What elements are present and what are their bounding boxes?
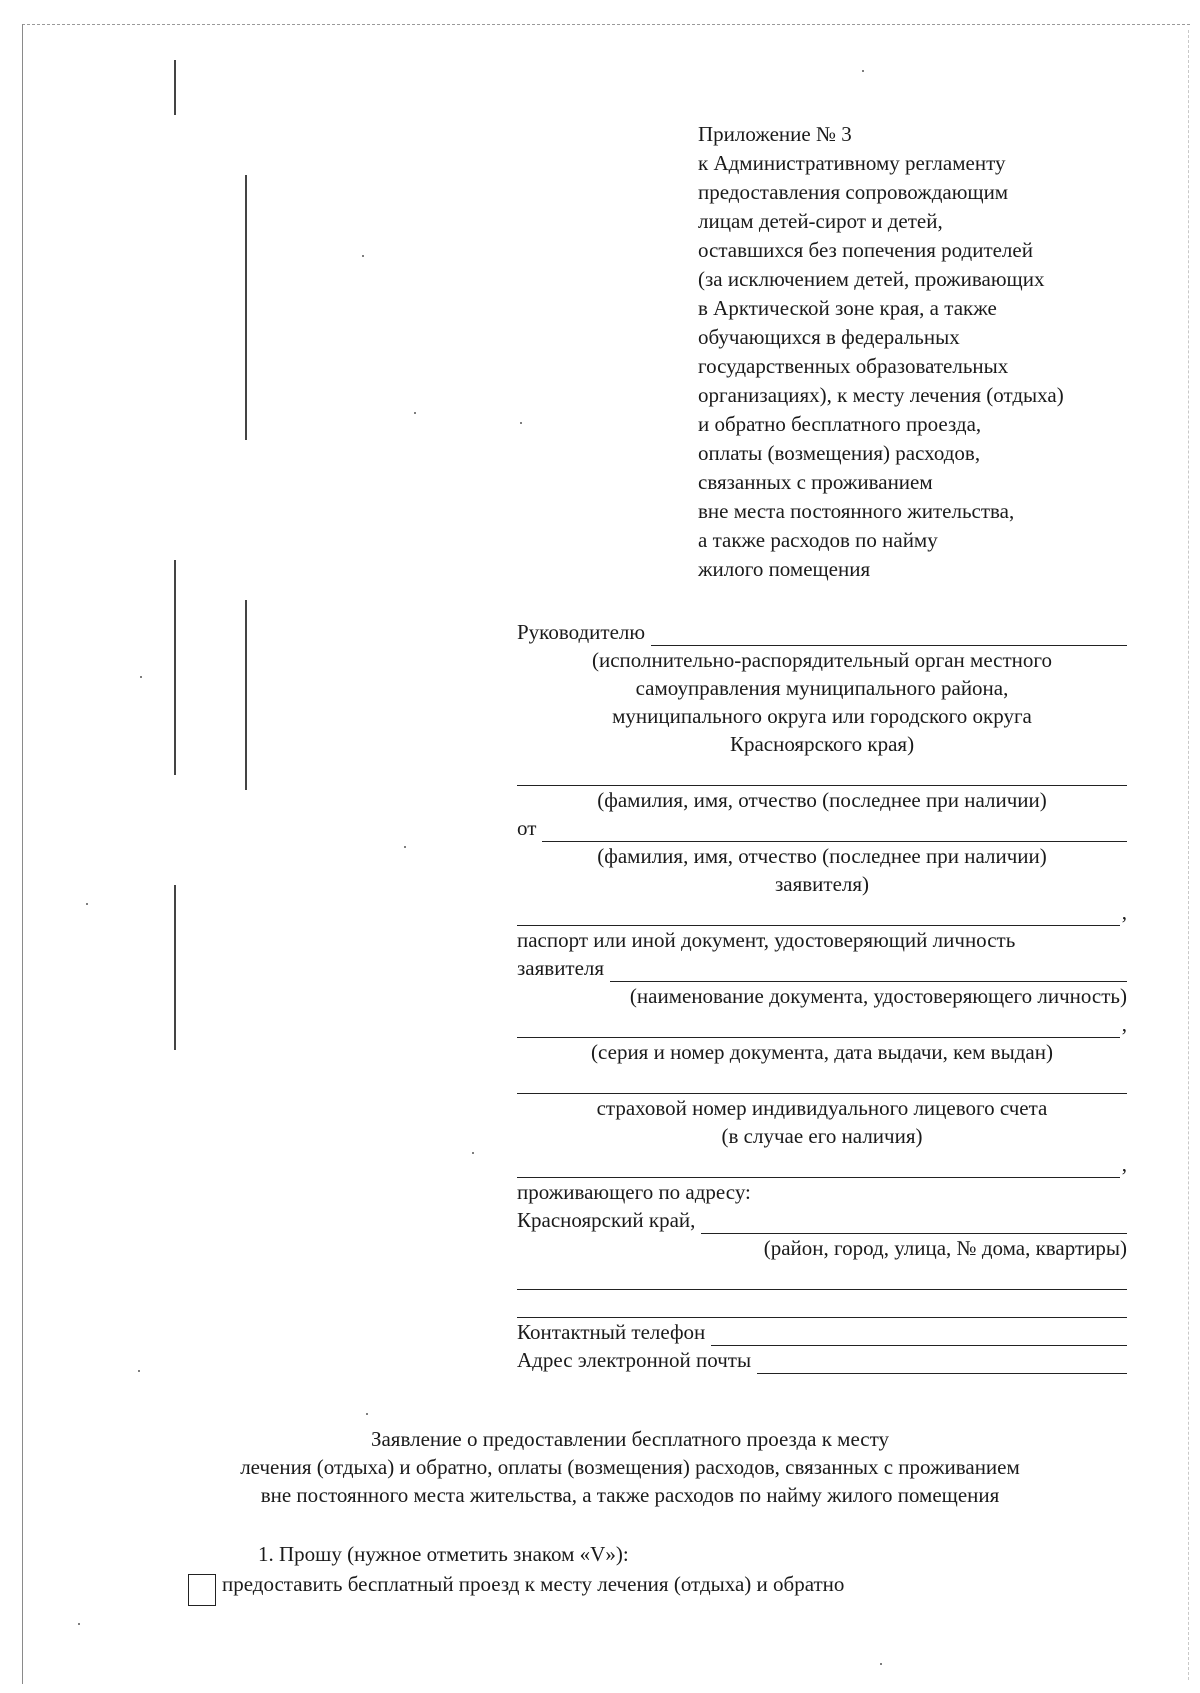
doc-details-hint: (серия и номер документа, дата выдачи, кем выдан): [591, 1040, 1053, 1064]
margin-mark: [245, 175, 247, 440]
appendix-line: связанных с проживанием: [698, 470, 933, 494]
from-label: от: [517, 816, 537, 840]
comma: ,: [1121, 900, 1127, 924]
appendix-line: и обратно бесплатного проезда,: [698, 412, 982, 436]
residing-label: проживающего по адресу:: [517, 1180, 751, 1204]
applicant-name-hint-line: заявителя): [774, 872, 870, 896]
snils-hint-line: (в случае его наличия): [721, 1124, 923, 1148]
applicant-name-field[interactable]: [542, 821, 1127, 842]
appendix-line: оплаты (возмещения) расходов,: [698, 441, 981, 465]
title-line: лечения (отдыха) и обратно, оплаты (возмещения) расходов, связанных с проживанием: [240, 1455, 1020, 1479]
request-item-1: 1. Прошу (нужное отметить знаком «V»):: [258, 1542, 629, 1566]
option-label: предоставить бесплатный проезд к месту лечения (отдыха) и обратно: [222, 1572, 845, 1596]
appendix-line: государственных образовательных: [698, 354, 1009, 378]
region-label: Красноярский край,: [517, 1208, 696, 1232]
doc-details-field[interactable]: [517, 1017, 1120, 1038]
address-extra-field[interactable]: [517, 1269, 1127, 1290]
passport-label: паспорт или иной документ, удостоверяющий личность: [517, 928, 1016, 952]
appendix-line: вне места постоянного жительства,: [698, 499, 1015, 523]
organ-hint-line: (исполнительно-распорядительный орган местного: [592, 648, 1052, 672]
scan-speck: [520, 422, 522, 424]
title-line: Заявление о предоставлении бесплатного проезда к месту: [370, 1427, 890, 1451]
scan-speck: [362, 255, 364, 257]
appendix-line: предоставления сопровождающим: [698, 180, 1009, 204]
appendix-line: лицам детей-сирот и детей,: [698, 209, 943, 233]
margin-mark: [174, 60, 176, 115]
addressee-block: [517, 618, 1127, 1374]
address-extra-field[interactable]: [517, 1297, 1127, 1318]
address-hint: (район, город, улица, № дома, квартиры): [763, 1236, 1127, 1260]
appendix-line: в Арктической зоне края, а также: [698, 296, 997, 320]
appendix-line: организациях), к месту лечения (отдыха): [698, 383, 1064, 407]
scan-speck: [366, 1413, 368, 1415]
organ-hint-line: самоуправления муниципального района,: [635, 676, 1009, 700]
comma: ,: [1121, 1152, 1127, 1176]
statement-title: [150, 1425, 1110, 1509]
snils-field[interactable]: [517, 1073, 1127, 1094]
phone-label: Контактный телефон: [517, 1320, 706, 1344]
margin-mark: [245, 600, 247, 790]
head-organ-field[interactable]: [651, 625, 1127, 646]
scan-edge-right: [1188, 30, 1189, 1680]
option-checkbox[interactable]: [188, 1574, 216, 1606]
doc-name-field[interactable]: [610, 961, 1127, 982]
scan-edge-left: [22, 24, 23, 1684]
snils-hint-line: страховой номер индивидуального лицевого счета: [596, 1096, 1048, 1120]
head-name-field[interactable]: [517, 765, 1127, 786]
appendix-line: жилого помещения: [698, 557, 871, 581]
applicant-name-hint-line: (фамилия, имя, отчество (последнее при наличии): [597, 844, 1047, 868]
organ-hint-line: муниципального округа или городского округа: [612, 704, 1032, 728]
email-field[interactable]: [757, 1353, 1127, 1374]
organ-hint-line: Красноярского края): [729, 732, 915, 756]
appendix-line: а также расходов по найму: [698, 528, 938, 552]
applicant-name-extra-field[interactable]: [517, 905, 1120, 926]
phone-field[interactable]: [711, 1325, 1127, 1346]
scan-speck: [138, 1370, 140, 1372]
head-name-hint: (фамилия, имя, отчество (последнее при наличии): [597, 788, 1047, 812]
address-field[interactable]: [701, 1213, 1127, 1234]
scan-speck: [880, 1663, 882, 1665]
scan-speck: [86, 903, 88, 905]
margin-mark: [174, 885, 176, 1050]
title-line: вне постоянного места жительства, а также расходов по найму жилого помещения: [260, 1483, 1000, 1507]
appendix-header: [698, 120, 1168, 584]
doc-name-hint: (наименование документа, удостоверяющего личность): [629, 984, 1127, 1008]
head-label: Руководителю: [517, 620, 646, 644]
scan-speck: [414, 412, 416, 414]
scan-speck: [862, 70, 864, 72]
scan-speck: [78, 1623, 80, 1625]
appendix-line: обучающихся в федеральных: [698, 325, 960, 349]
applicant-label: заявителя: [517, 956, 605, 980]
email-label: Адрес электронной почты: [517, 1348, 752, 1372]
appendix-line: (за исключением детей, проживающих: [698, 267, 1045, 291]
scan-edge-top: [22, 24, 1190, 25]
scan-speck: [472, 1152, 474, 1154]
appendix-line: Приложение № 3: [698, 122, 852, 146]
comma: ,: [1121, 1012, 1127, 1036]
scan-speck: [140, 676, 142, 678]
snils-extra-field[interactable]: [517, 1157, 1120, 1178]
margin-mark: [174, 560, 176, 775]
scan-speck: [404, 846, 406, 848]
request-option-1[interactable]: [188, 1570, 844, 1606]
appendix-line: к Административному регламенту: [698, 151, 1006, 175]
appendix-line: оставшихся без попечения родителей: [698, 238, 1033, 262]
